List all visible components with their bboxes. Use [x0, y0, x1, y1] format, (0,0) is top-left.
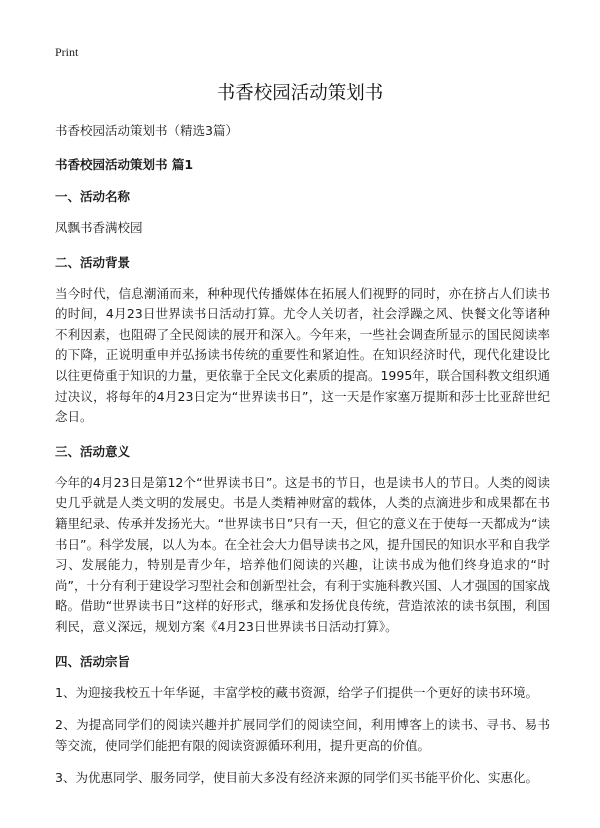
document-subtitle: 书香校园活动策划书（精选3篇）	[55, 123, 238, 138]
section-paragraph: 2、为提高同学们的阅读兴趣并扩展同学们的阅读空间，利用博客上的读书、寻书、易书等交流，使同学们能把有限的阅读资源循环利用，提升更高的价值。	[55, 717, 550, 753]
section-paragraph: 当今时代，信息潮涌而来，种种现代传播媒体在拓展人们视野的同时，亦在挤占人们读书的时间，4月23日世界读书日活动打算。尤令人关切者，社会浮躁之风、快餐文化等诸种不利因素，也阻碍了全民阅读的展开和深入。今年来，一些社会调查所显示的国民阅读率的下降，正说明重申并弘扬读书传统的重要性和紧迫性。在知识经济时代，现代化建设比以往更倚重于知识的力量，更依靠于全民文化素质的提高。1995年，联合国科教文组织通过决议，将每年的4月23日定为“世界读书日”，这一天是作家塞万提斯和莎士比亚辞世纪念日。	[55, 285, 550, 425]
section-heading: 三、活动意义	[55, 443, 131, 459]
section-heading: 二、活动背景	[55, 254, 131, 270]
page-title: 书香校园活动策划书	[216, 83, 384, 104]
print-link[interactable]: Print	[55, 45, 79, 59]
document-body	[55, 121, 550, 801]
section-significance	[55, 442, 550, 638]
section-paragraph: 凤飘书香满校园	[55, 220, 143, 235]
section-background	[55, 253, 550, 428]
section-paragraph: 今年的4月23日是第12个“世界读书日”。这是书的节日，也是读书人的节日。人类的阅读史几乎就是人类文明的发展史。书是人类精神财富的载体，人类的点滴进步和成果都在书籍里纪录、传承并发扬光大。“世界读书日”只有一天，但它的意义在于使每一天都成为“读书日”。科学发展，以人为本。在全社会大力倡导读书之风，提升国民的知识水平和自我学习、发展能力，特别是青少年，培养他们阅读的兴趣，让读书成为他们终身追求的“时尚”，十分有利于建设学习型社会和创新型社会，有利于实施科教兴国、人才强国的国家战略。借助“世界读书日”这样的好形式，继承和发扬优良传统，营造浓浓的读书氛围，利国利民，意义深远，规划方案《4月23日世界读书日活动打算》。	[55, 474, 550, 634]
section-paragraph: 3、为优惠同学、服务同学，使目前大多没有经济来源的同学们买书能平价化、实惠化。	[55, 770, 538, 786]
section-heading: 一、活动名称	[55, 189, 131, 204]
section-heading: 四、活动宗旨	[55, 653, 131, 669]
section-paragraph: 1、为迎接我校五十年华诞，丰富学校的藏书资源，给学子们提供一个更好的读书环境。	[55, 684, 538, 700]
section-activity-name	[55, 187, 550, 239]
part-title: 书香校园活动策划书 篇1	[55, 157, 194, 172]
section-purpose	[55, 652, 550, 789]
